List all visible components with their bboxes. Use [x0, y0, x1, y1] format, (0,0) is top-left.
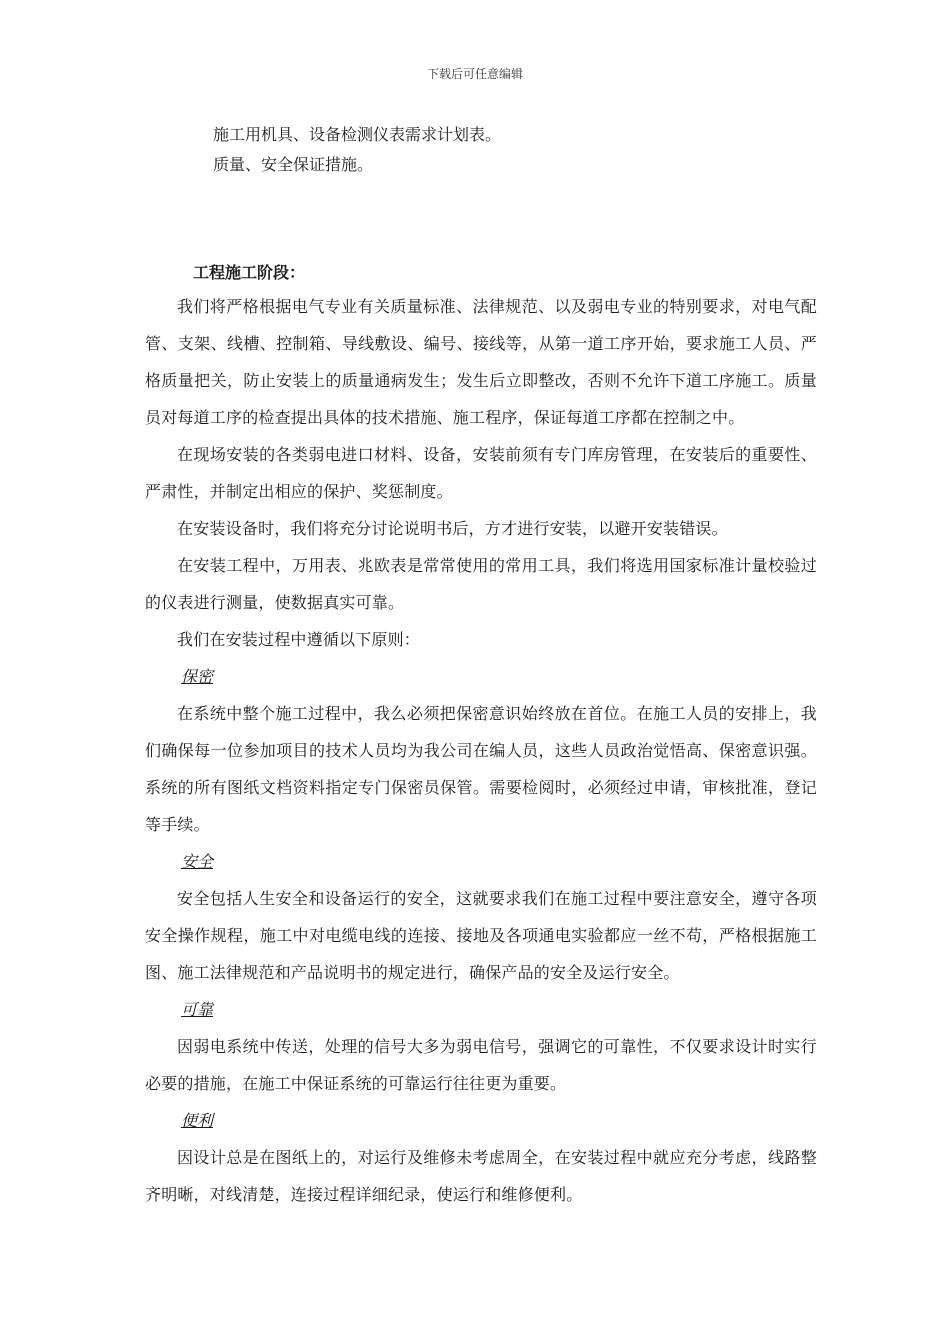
principle-title: 保密: [181, 667, 214, 686]
paragraph: 在安装工程中，万用表、兆欧表是常常使用的常用工具，我们将选用国家标准计量校验过的仪表进行测量，使数据真实可靠。: [145, 556, 817, 612]
list-item: 施工用机具、设备检测仪表需求计划表。: [213, 125, 502, 144]
principle-text: 因设计总是在图纸上的，对运行及维修未考虑周全，在安装过程中就应充分考虑，线路整齐明晰，对线清楚，连接过程详细纪录，使运行和维修便利。: [145, 1148, 817, 1204]
paragraph: 我们在安装过程中遵循以下原则：: [177, 630, 421, 649]
principle-text: 因弱电系统中传送，处理的信号大多为弱电信号，强调它的可靠性，不仅要求设计时实行必要的措施，在施工中保证系统的可靠运行往往更为重要。: [145, 1037, 817, 1093]
list-item: 质量、安全保证措施。: [213, 155, 374, 174]
paragraph: 在安装设备时，我们将充分讨论说明书后，方才进行安装，以避开安装错误。: [177, 519, 728, 538]
paragraph: 在现场安装的各类弱电进口材料、设备，安装前须有专门库房管理，在安装后的重要性、严肃性，并制定出相应的保护、奖惩制度。: [145, 445, 817, 501]
principle-title: 便利: [181, 1111, 214, 1130]
paragraph: 我们将严格根据电气专业有关质量标准、法律规范、以及弱电专业的特别要求，对电气配管、支架、线槽、控制箱、导线敷设、编号、接线等，从第一道工序开始，要求施工人员、严格质量把关，防止安装上的质量通病发生；发生后立即整改，否则不允许下道工序施工。质量员对每道工序的检查提出具体的技术措施、施工程序，保证每道工序都在控制之中。: [145, 297, 817, 427]
header-note: 下载后可任意编辑: [426, 67, 523, 81]
section-heading: 工程施工阶段：: [193, 263, 306, 282]
plan-list: [145, 120, 817, 180]
principle-title: 安全: [181, 852, 214, 871]
principle-text: 在系统中整个施工过程中，我么必须把保密意识始终放在首位。在施工人员的安排上，我们确保每一位参加项目的技术人员均为我公司在编人员，这些人员政治觉悟高、保密意识强。系统的所有图纸文档资料指定专门保密员保管。需要检阅时，必须经过申请，审核批准，登记等手续。: [145, 704, 817, 834]
principle-title: 可靠: [181, 1000, 214, 1019]
principle-text: 安全包括人生安全和设备运行的安全，这就要求我们在施工过程中要注意安全，遵守各项安全操作规程，施工中对电缆电线的连接、接地及各项通电实验都应一丝不苟，严格根据施工图、施工法律规范和产品说明书的规定进行，确保产品的安全及运行安全。: [145, 889, 817, 982]
document-body: [145, 120, 817, 1213]
